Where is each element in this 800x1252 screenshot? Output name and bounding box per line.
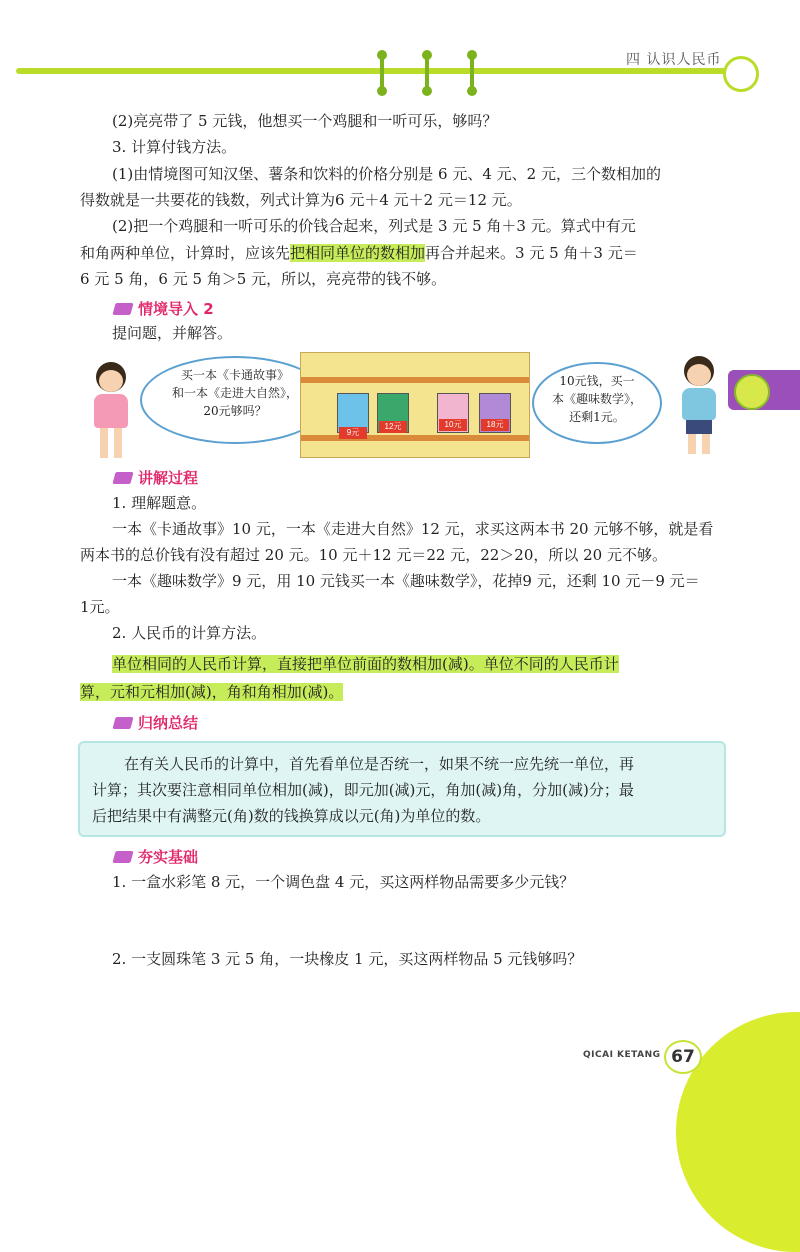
paragraph-line: 一本《趣味数学》9 元，用 10 元钱买一本《趣味数学》，花掉9 元，还剩 10 元－9 元＝: [112, 572, 700, 590]
section-heading-label: 情境导入 2: [138, 300, 214, 318]
paragraph-line: (2)把一个鸡腿和一听可乐的价钱合起来，列式是 3 元 5 角＋3 元。算式中有元: [112, 217, 636, 235]
bubble-line: 本《趣味数学》，: [551, 392, 642, 406]
paragraph-line: 得数就是一共要花的钱数，列式计算为6 元＋4 元＋2 元＝12 元。: [80, 191, 522, 209]
ticket-icon: [112, 472, 133, 484]
paragraph-line: 2. 人民币的计算方法。: [112, 624, 267, 642]
highlighted-text: 单位相同的人民币计算，直接把单位前面的数相加(减)。单位不同的人民币计: [112, 655, 619, 673]
paragraph-line: 3. 计算付钱方法。: [112, 138, 237, 156]
shelf: [301, 377, 529, 383]
ticket-icon: [112, 717, 133, 729]
text-run: 再合并起来。3 元 5 角＋3 元＝: [425, 244, 638, 262]
paragraph-line: 提问题，并解答。: [112, 324, 233, 342]
exercise-question: 2. 一支圆珠笔 3 元 5 角，一块橡皮 1 元，买这两样物品 5 元钱够吗？: [112, 950, 583, 968]
bubble-line: 和一本《走进大自然》，: [171, 386, 298, 400]
section-heading-label: 讲解过程: [138, 469, 199, 487]
paragraph-line: 1元。: [80, 598, 120, 616]
bubble-line: 20元够吗？: [203, 404, 267, 418]
section-heading: [114, 298, 214, 319]
price-tag: 10元: [439, 419, 467, 431]
paragraph-line: [80, 242, 638, 264]
section-heading: [114, 712, 198, 733]
section-heading: [114, 467, 198, 488]
ticket-icon: [112, 303, 133, 315]
summary-line: 计算；其次要注意相同单位相加(减)，即元加(减)元，角加(减)角，分加(减)分；最: [92, 781, 634, 799]
price-tag: 18元: [481, 419, 509, 431]
frog-icon: [734, 374, 770, 410]
shelf: [301, 435, 529, 441]
exercise-question: 1. 一盒水彩笔 8 元，一个调色盘 4 元，买这两样物品需要多少元钱？: [112, 873, 575, 891]
summary-line: 后把结果中有满整元(角)数的钱换算成以元(角)为单位的数。: [92, 807, 491, 825]
paragraph-line: [80, 681, 343, 703]
bookshelf-illustration: [300, 352, 530, 458]
paragraph-line: 一本《卡通故事》10 元，一本《走进大自然》12 元，求买这两本书 20 元够不够，就是看: [112, 520, 714, 538]
footer-brand: QICAI KETANG: [583, 1050, 661, 1060]
paragraph-line: [112, 653, 619, 675]
highlighted-text: 把相同单位的数相加: [290, 244, 426, 262]
chapter-title: 四 认识人民币: [626, 52, 722, 68]
price-tag: 9元: [339, 427, 367, 439]
binder-pin: [425, 52, 429, 94]
ticket-icon: [112, 851, 133, 863]
paragraph-line: (1)由情境图可知汉堡、薯条和饮料的价格分别是 6 元、4 元、2 元，三个数相加的: [112, 165, 661, 183]
paragraph-line: 两本书的总价钱有没有超过 20 元。10 元＋12 元＝22 元，22＞20，所以 20 元不够。: [80, 546, 667, 564]
summary-line: 在有关人民币的计算中，首先看单位是否统一，如果不统一应先统一单位，再: [124, 755, 635, 773]
paragraph-line: 1. 理解题意。: [112, 494, 207, 512]
frog-logo-icon: [723, 56, 759, 92]
binder-pin: [380, 52, 384, 94]
boy-illustration: [676, 356, 722, 456]
section-heading-label: 归纳总结: [138, 714, 199, 732]
bubble-line: 10元钱，买一: [559, 374, 635, 388]
speech-bubble-right: [532, 362, 662, 444]
page-number: 67: [664, 1040, 702, 1074]
highlighted-text: 算，元和元相加(减)，角和角相加(减)。: [80, 683, 344, 701]
header-rule: [16, 68, 728, 74]
bubble-line: 还剩1元。: [569, 410, 625, 424]
section-heading: [114, 846, 198, 867]
section-heading-label: 夯实基础: [138, 848, 199, 866]
text-run: 和角两种单位，计算时，应该先: [80, 244, 291, 262]
binder-pin: [470, 52, 474, 94]
paragraph-line: (2)亮亮带了 5 元钱，他想买一个鸡腿和一听可乐，够吗？: [112, 112, 498, 130]
girl-illustration: [86, 362, 136, 462]
price-tag: 12元: [379, 421, 407, 433]
bubble-line: 买一本《卡通故事》: [180, 368, 289, 382]
paragraph-line: 6 元 5 角，6 元 5 角＞5 元，所以，亮亮带的钱不够。: [80, 270, 447, 288]
